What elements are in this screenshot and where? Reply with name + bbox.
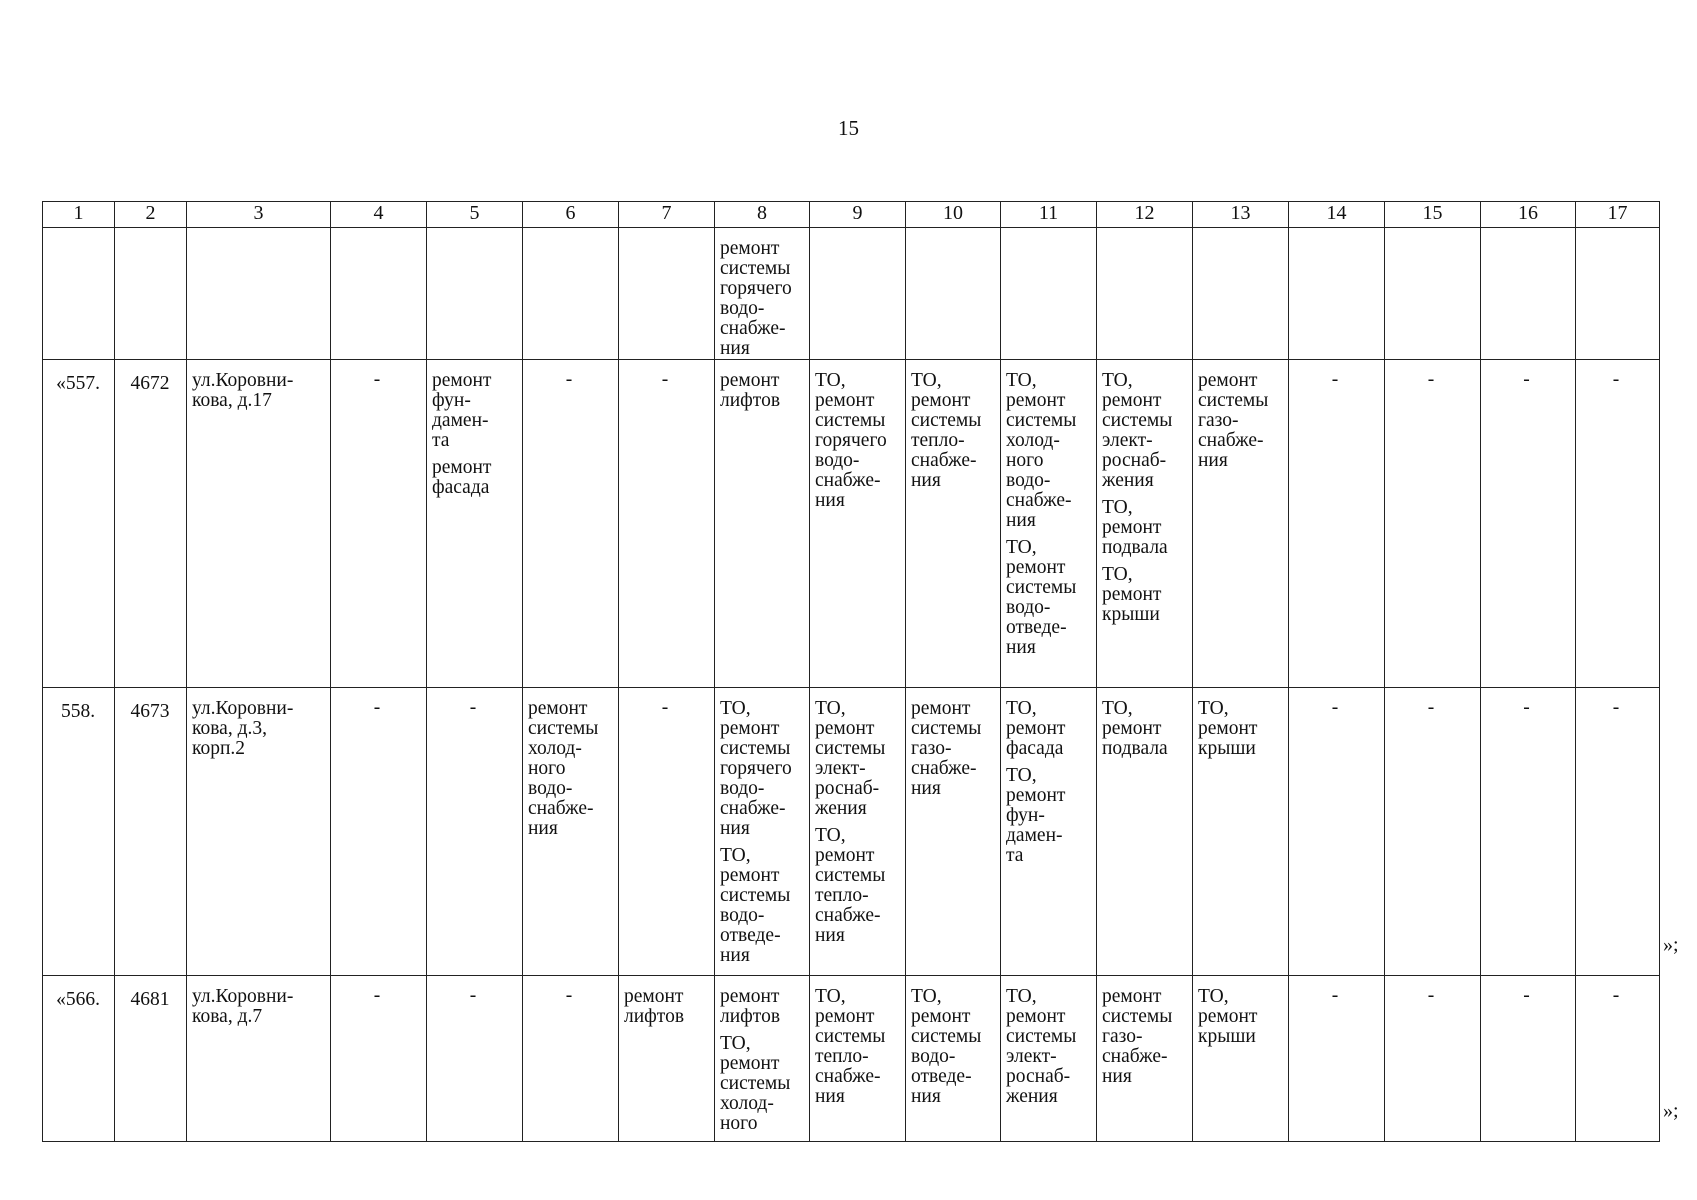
work-cell-col-7 (619, 228, 715, 360)
work-cell-col-15 (1385, 360, 1481, 688)
work-entry: ТО, ремонт системы элект- роснаб- жения (1102, 370, 1173, 491)
column-header-6: 6 (523, 202, 619, 228)
work-entry: ремонт системы газо- снабже- ния (1198, 370, 1269, 471)
work-cell-col-7 (619, 976, 715, 1142)
work-cell-col-14 (1289, 688, 1385, 976)
work-cell-col-17 (1576, 976, 1660, 1142)
work-cell-col-13 (1193, 688, 1289, 976)
work-entry: ТО, ремонт фасада (1006, 698, 1066, 759)
address-cell (187, 228, 331, 360)
header-row (43, 202, 1660, 228)
work-entry: ТО, ремонт фун- дамен- та (1006, 765, 1066, 866)
work-cell-col-14 (1289, 976, 1385, 1142)
work-cell-col-10 (906, 360, 1001, 688)
object-code-cell (115, 228, 187, 360)
dash-entry: - (1523, 369, 1530, 390)
work-cell-col-5 (427, 688, 523, 976)
work-cell-col-15 (1385, 976, 1481, 1142)
dash-entry: - (661, 697, 669, 718)
work-cell-col-12 (1097, 976, 1193, 1142)
work-cell-col-8 (715, 976, 810, 1142)
dash-entry: - (1523, 697, 1530, 718)
dash-entry: - (1427, 985, 1435, 1006)
dash-entry: - (1612, 369, 1620, 390)
dash-entry: - (373, 697, 381, 718)
column-header-12: 12 (1097, 202, 1193, 228)
column-header-1: 1 (43, 202, 115, 228)
work-entry: ремонт лифтов (720, 370, 781, 411)
dash-entry: - (373, 985, 381, 1006)
work-cell-col-8 (715, 228, 810, 360)
dash-entry: - (1612, 985, 1620, 1006)
column-header-4: 4 (331, 202, 427, 228)
work-cell-col-16 (1481, 976, 1576, 1142)
dash-entry: - (1427, 369, 1435, 390)
work-entry: ТО, ремонт системы тепло- снабже- ния (815, 986, 886, 1107)
object-code-cell: 4673 (115, 688, 187, 976)
table-row (43, 360, 1660, 688)
work-entry: ТО, ремонт системы элект- роснаб- жения (815, 698, 886, 819)
work-cell-col-4 (331, 688, 427, 976)
column-header-16: 16 (1481, 202, 1576, 228)
work-cell-col-11 (1001, 688, 1097, 976)
column-header-14: 14 (1289, 202, 1385, 228)
work-cell-col-8 (715, 360, 810, 688)
work-cell-col-9 (810, 360, 906, 688)
column-header-3: 3 (187, 202, 331, 228)
work-cell-col-12 (1097, 228, 1193, 360)
dash-entry: - (565, 985, 573, 1006)
column-header-9: 9 (810, 202, 906, 228)
work-cell-col-17 (1576, 360, 1660, 688)
work-entry: ТО, ремонт системы тепло- снабже- ния (911, 370, 982, 491)
work-cell-col-17 (1576, 688, 1660, 976)
work-cell-col-9 (810, 976, 906, 1142)
dash-entry: - (469, 985, 477, 1006)
work-entry: ремонт системы горячего водо- снабже- ния (720, 238, 792, 359)
column-header-11: 11 (1001, 202, 1097, 228)
work-cell-col-16 (1481, 688, 1576, 976)
work-entry: ремонт системы холод- ного водо- снабже- ния (528, 698, 599, 839)
work-cell-col-9 (810, 228, 906, 360)
object-code-cell: 4681 (115, 976, 187, 1142)
dash-entry: - (1331, 697, 1339, 718)
work-entry: ТО, ремонт системы водо- отведе- ния (1006, 537, 1077, 658)
work-entry: ТО, ремонт системы холод- ного водо- снабже- ния (1006, 370, 1077, 531)
dash-entry: - (1331, 369, 1339, 390)
work-cell-col-7 (619, 688, 715, 976)
work-entry: ТО, ремонт системы водо- отведе- ния (911, 986, 982, 1107)
work-cell-col-15 (1385, 228, 1481, 360)
work-entry: ТО, ремонт системы элект- роснаб- жения (1006, 986, 1077, 1107)
work-cell-col-17 (1576, 228, 1660, 360)
work-cell-col-12 (1097, 688, 1193, 976)
row-number-cell: «557. (43, 360, 115, 688)
work-entry: ТО, ремонт системы холод- ного (720, 1033, 791, 1134)
table-row (43, 976, 1660, 1142)
object-code-cell: 4672 (115, 360, 187, 688)
work-cell-col-6 (523, 228, 619, 360)
work-cell-col-11 (1001, 360, 1097, 688)
work-cell-col-14 (1289, 360, 1385, 688)
work-cell-col-12 (1097, 360, 1193, 688)
address-cell: ул.Коровни- кова, д.7 (187, 976, 331, 1142)
work-cell-col-13 (1193, 360, 1289, 688)
work-entry: ТО, ремонт крыши (1198, 698, 1258, 759)
work-entry: ТО, ремонт системы горячего водо- снабже- ния (815, 370, 887, 511)
work-entry: ТО, ремонт системы горячего водо- снабже- ния (720, 698, 792, 839)
row-number-cell (43, 228, 115, 360)
work-entry: ТО, ремонт системы водо- отведе- ния (720, 845, 791, 966)
work-cell-col-10 (906, 976, 1001, 1142)
work-entry: ремонт фун- дамен- та (432, 370, 492, 451)
row-number-cell: «566. (43, 976, 115, 1142)
work-cell-col-4 (331, 976, 427, 1142)
work-cell-col-11 (1001, 228, 1097, 360)
column-header-15: 15 (1385, 202, 1481, 228)
column-header-7: 7 (619, 202, 715, 228)
work-cell-col-14 (1289, 228, 1385, 360)
dash-entry: - (1331, 985, 1339, 1006)
work-cell-col-4 (331, 360, 427, 688)
address-cell: ул.Коровни- кова, д.3, корп.2 (187, 688, 331, 976)
work-entry: ремонт лифтов (624, 986, 685, 1027)
work-cell-col-4 (331, 228, 427, 360)
closing-quote-mark: »; (1663, 1100, 1679, 1122)
work-cell-col-5 (427, 228, 523, 360)
work-cell-col-13 (1193, 976, 1289, 1142)
work-entry: ремонт лифтов (720, 986, 781, 1027)
work-cell-col-6 (523, 688, 619, 976)
dash-entry: - (1523, 985, 1530, 1006)
work-entry: ТО, ремонт крыши (1198, 986, 1258, 1047)
work-cell-col-5 (427, 976, 523, 1142)
column-header-5: 5 (427, 202, 523, 228)
work-cell-col-11 (1001, 976, 1097, 1142)
dash-entry: - (1612, 697, 1620, 718)
work-cell-col-6 (523, 360, 619, 688)
work-cell-col-9 (810, 688, 906, 976)
address-cell: ул.Коровни- кова, д.17 (187, 360, 331, 688)
work-entry: ТО, ремонт подвала (1102, 698, 1168, 759)
work-cell-col-16 (1481, 228, 1576, 360)
work-cell-col-16 (1481, 360, 1576, 688)
column-header-8: 8 (715, 202, 810, 228)
column-header-17: 17 (1576, 202, 1660, 228)
work-entry: ТО, ремонт крыши (1102, 564, 1162, 625)
work-cell-col-6 (523, 976, 619, 1142)
work-cell-col-10 (906, 228, 1001, 360)
work-entry: ремонт системы газо- снабже- ния (1102, 986, 1173, 1087)
column-header-13: 13 (1193, 202, 1289, 228)
work-cell-col-15 (1385, 688, 1481, 976)
page-number: 15 (838, 116, 859, 140)
work-cell-col-8 (715, 688, 810, 976)
dash-entry: - (661, 369, 669, 390)
work-entry: ремонт системы газо- снабже- ния (911, 698, 982, 799)
closing-quote-mark: »; (1663, 934, 1679, 956)
work-entry: ТО, ремонт системы тепло- снабже- ния (815, 825, 886, 946)
table-row (43, 228, 1660, 360)
work-cell-col-5 (427, 360, 523, 688)
dash-entry: - (469, 697, 477, 718)
repair-schedule-table (42, 201, 1660, 1142)
column-header-10: 10 (906, 202, 1001, 228)
dash-entry: - (565, 369, 573, 390)
work-cell-col-7 (619, 360, 715, 688)
dash-entry: - (1427, 697, 1435, 718)
work-entry: ремонт фасада (432, 457, 492, 498)
work-cell-col-10 (906, 688, 1001, 976)
row-number-cell: 558. (43, 688, 115, 976)
work-entry: ТО, ремонт подвала (1102, 497, 1168, 558)
work-cell-col-13 (1193, 228, 1289, 360)
column-header-2: 2 (115, 202, 187, 228)
dash-entry: - (373, 369, 381, 390)
table-row (43, 688, 1660, 976)
